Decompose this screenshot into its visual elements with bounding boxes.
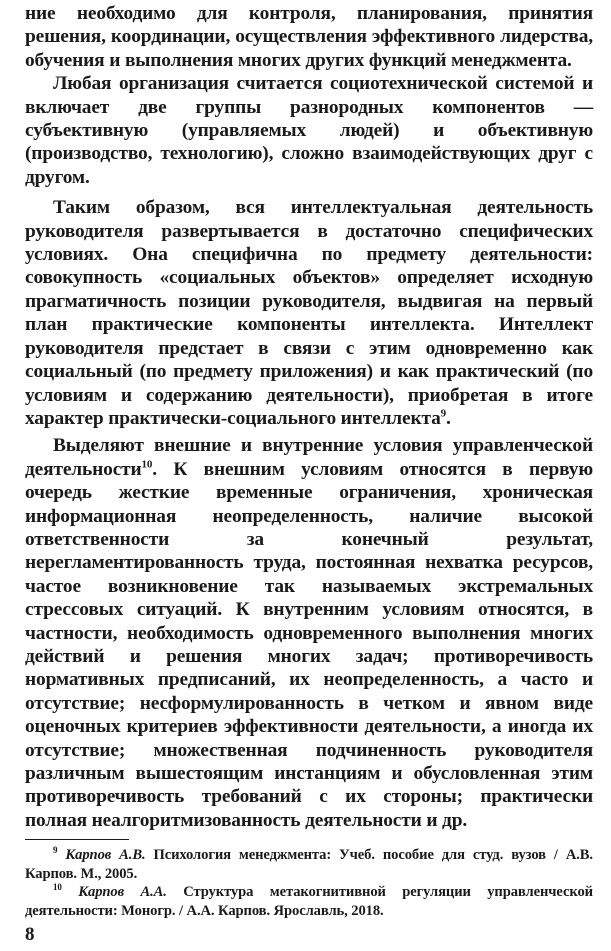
- footnote-ref-9: 9: [440, 407, 447, 420]
- footnote-10: [25, 883, 593, 920]
- footnote-author: Карпов А.В.: [65, 847, 146, 863]
- paragraph-2: Любая организация считается социотехнической системой и включает две группы разнородных компонентов — субъективную (управляемых людей) и объективную (производство, технологию), сложно взаимодействующих друг с другом.: [25, 73, 593, 188]
- paragraph-4-rest: . К внешним условиям относятся в первую очередь жесткие временные ограничения, хроническая информационная неопределенность, наличие высокой ответственности за конечный результат, нерегламентированность труда, постоянная нехватка ресурсов, частое возникновение так называемых экстремальных стрессовых ситуаций. К внутренним условиям относятся, в частности, необходимость одновременного выполнения многих действий и решения многих задач; противоречивость нормативных предписаний, их неопределенность, а часто и отсутствие; несформулированность в четком и явном виде оценочных критериев эффективности деятельности, а иногда их отсутствие; множественная подчиненность руководителя различным вышестоящим инстанциям и обусловленная этим противоречивость требований с их стороны; практически полная неалгоритмизованность деятельности и др.: [25, 458, 593, 831]
- footnotes: [25, 846, 593, 920]
- page-number: 8: [25, 924, 35, 945]
- footnote-text: Структура метакогнитивной регуляции управленческой деятельности: Моногр. / А.А. Карпов. Ярославль, 2018.: [25, 884, 593, 919]
- footnote-ref-10: 10: [141, 458, 153, 471]
- paragraph-3-end: .: [446, 407, 451, 429]
- footnote-author: Карпов А.А.: [78, 884, 167, 901]
- paragraph-4: [25, 434, 593, 832]
- paragraph-3-text: Таким образом, вся интеллектуальная деятельность руководителя развертывается в достаточно специфических условиях. Она специфична по предмету деятельности: совокупность «социальных объектов» определяет исходную прагматичность позиции руководителя, выдвигая на первый план практические компоненты интеллекта. Интеллект руководителя предстает в связи с этим одновременно как социальный (по предмету приложения) и как практический (по условиям и содержанию деятельности), приобретая в итоге характер практически-социального интеллекта: [25, 197, 593, 429]
- footnote-text: Психология менеджмента: Учеб. пособие для студ. вузов / А.В. Карпов. М., 2005.: [25, 847, 593, 882]
- footnote-9: [25, 846, 593, 883]
- paragraph-4-start: Выделяют внешние и внутренние условия управленческой деятельности: [25, 435, 593, 480]
- page-body: [25, 0, 593, 832]
- paragraph-1: ние необходимо для контроля, планирования, принятия решения, координации, осуществления эффективного лидерства, обучения и выполнения многих других функций менеджмента.: [25, 3, 593, 71]
- footnote-separator: [25, 839, 129, 840]
- footnote-number: 10: [53, 882, 62, 893]
- paragraph-3: [25, 196, 593, 430]
- footnote-number: 9: [53, 845, 58, 856]
